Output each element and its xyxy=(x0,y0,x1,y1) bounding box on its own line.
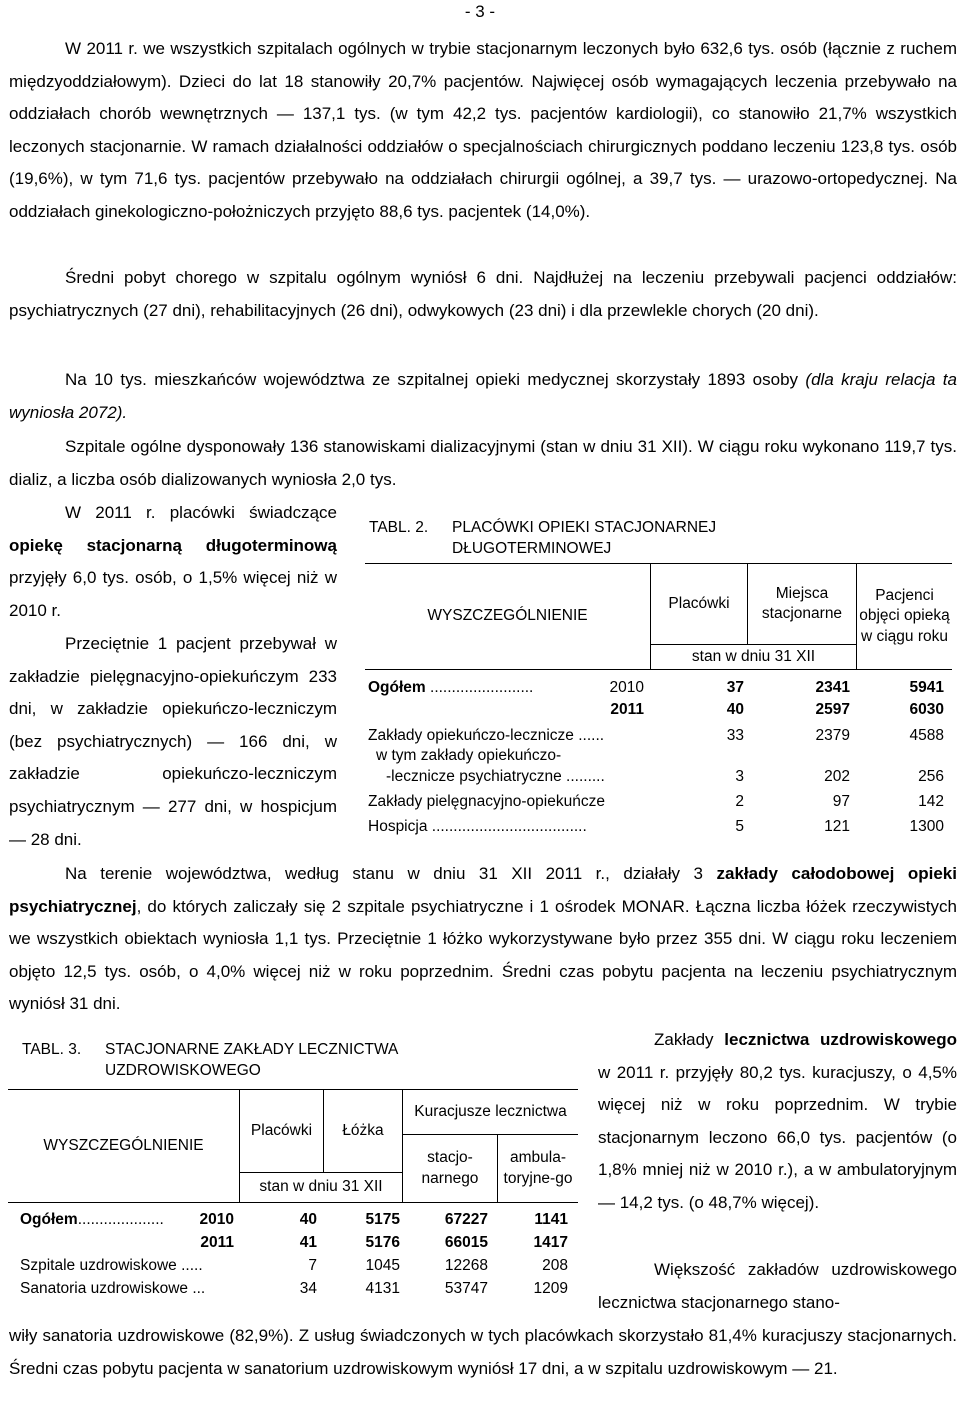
page-number: - 3 - xyxy=(464,2,496,21)
table3-cell: 53747 xyxy=(444,1280,488,1297)
table3-header-lozka: Łóżka xyxy=(323,1089,403,1173)
para8-bold: lecznictwa uzdrowiskowego xyxy=(724,1030,957,1049)
table3-cell: 5175 xyxy=(365,1211,400,1228)
table3-cell: 1417 xyxy=(533,1234,568,1251)
table3-header-ambulatoryjnego: ambula-toryjne-go xyxy=(497,1134,578,1203)
para7-bold: zakłady całodobowej opieki psychiatrycznej xyxy=(9,864,957,916)
table2-cell: 4588 xyxy=(909,727,944,744)
table2-cell: 1300 xyxy=(909,818,944,835)
table2-cell: 97 xyxy=(832,793,850,810)
para3-text: Na 10 tys. mieszkańców województwa ze szpitalnej opieki medycznej skorzystały 1893 osoby xyxy=(65,370,799,389)
table3-title: STACJONARNE ZAKŁADY LECZNICTWA UZDROWISKOWEGO xyxy=(105,1041,398,1079)
para5-bold: opiekę stacjonarną długoterminową xyxy=(9,535,337,555)
paragraph-longterm-care xyxy=(9,497,337,627)
table2-row-label: w tym zakłady opiekuńczo- xyxy=(376,747,562,764)
table2-row-label: Zakłady opiekuńczo-lecznicze ...... xyxy=(368,727,605,744)
para8-text-b: w 2011 r. przyjęły 80,2 tys. kuracjuszy, o 4,5% więcej niż w roku poprzednim. W trybie stacjonarnym leczono 66,0 tys. pacjentów (o 1,8% mniej niż w 2010 r.), a w ambulatoryjnym — 14,2 tys. (o 48,7% więcej). xyxy=(598,1062,957,1212)
table3-cell: 1045 xyxy=(365,1257,400,1274)
table3-row-year: 2010 xyxy=(199,1211,234,1228)
table3-cell: 5176 xyxy=(365,1234,400,1251)
table2-row-label: Zakłady pielęgnacyjno-opiekuńcze xyxy=(368,793,605,810)
table2-label: TABL. 2. xyxy=(369,519,429,536)
para5-text-a: W 2011 r. placówki świadczące xyxy=(65,503,337,522)
table2-cell: 202 xyxy=(824,768,850,785)
table2-header-miejsca: Miejsca stacjonarne xyxy=(747,563,857,645)
paragraph-psychiatric-care xyxy=(9,858,957,1021)
table3-cell: 40 xyxy=(299,1211,317,1228)
table2-header-spec: WYSZCZEGÓLNIENIE xyxy=(365,563,651,670)
table3-cell: 7 xyxy=(308,1257,317,1274)
table3-label: TABL. 3. xyxy=(22,1041,82,1058)
table3-cell: 34 xyxy=(299,1280,317,1297)
para7-text-b: , do których zaliczały się 2 szpitale psychiatryczne i 1 ośrodek MONAR. Łączna liczba łóżek rzeczywistych we wszystkich obiektach wyniosła 1,1 tys. Przeciętnie 1 łóżko wykorzystywane było przez 355 dni. W ciągu roku leczeniem objęto 12,5 tys. osób, o 4,0% więcej niż w roku poprzednim. Średni czas pobytu pacjenta na leczeniu psychiatrycznym wyniósł 31 dni. xyxy=(9,896,957,1014)
table3-cell: 67227 xyxy=(444,1211,488,1228)
table3-header-spec: WYSZCZEGÓLNIENIE xyxy=(8,1089,240,1203)
paragraph-per-10k xyxy=(9,364,957,429)
paragraph-average-stay: Średni pobyt chorego w szpitalu ogólnym wyniósł 6 dni. Najdłużej na leczeniu przebywali pacjenci oddziałów: psychiatrycznych (27 dni), rehabilitacyjnych (26 dni), odwykowych (23 dni) i dla przewlekle chorych (20 dni). xyxy=(9,268,957,320)
paragraph-sanatoria-b: wiły sanatoria uzdrowiskowe (82,9%). Z usług świadczonych w tych placówkach skorzystało 81,4% kuracjuszy stacjonarnych. Średni czas pobytu pacjenta w sanatorium uzdrowiskowym wyniósł 17 dni, a w szpitalu uzdrowiskowym — 21. xyxy=(9,1326,957,1378)
table2-cell: 2379 xyxy=(815,727,850,744)
table2-cell: 5941 xyxy=(909,679,944,696)
table2-cell: 6030 xyxy=(909,701,944,718)
table3-cell: 41 xyxy=(299,1234,317,1251)
table2-cell: 3 xyxy=(735,768,744,785)
table2-header-pacjenci: Pacjenci objęci opieką w ciągu roku xyxy=(856,563,952,670)
para8-text-a: Zakłady xyxy=(654,1030,714,1049)
paragraph-sanatoria-a: Większość zakładów uzdrowiskowego lecznictwa stacjonarnego stano- xyxy=(598,1260,957,1312)
table2-row-year: 2011 xyxy=(610,701,644,718)
table2-row-label: Hospicja .................................... xyxy=(368,818,587,835)
table3-cell: 1141 xyxy=(534,1211,568,1228)
table3-header-kuracjusze: Kuracjusze lecznictwa xyxy=(402,1089,578,1135)
table3-header-stan: stan w dniu 31 XII xyxy=(239,1172,403,1203)
table2-cell: 256 xyxy=(918,768,944,785)
table3-cell: 208 xyxy=(542,1257,568,1274)
table3-cell: 12268 xyxy=(444,1257,488,1274)
table2-cell: 142 xyxy=(918,793,944,810)
table2-row-label: -lecznicze psychiatryczne ......... xyxy=(386,768,605,785)
table2-header-stan: stan w dniu 31 XII xyxy=(650,644,857,670)
table2-cell: 33 xyxy=(726,727,744,744)
table3-row-label: Szpitale uzdrowiskowe ..... xyxy=(20,1257,203,1274)
table3-row-label: Ogółem.................... xyxy=(20,1211,164,1228)
paragraph-hospitals: W 2011 r. we wszystkich szpitalach ogólnych w trybie stacjonarnym leczonych było 632,6 tys. osób (łącznie z ruchem międzyoddziałowym). Dzieci do lat 18 stanowiły 20,7% pacjentów. Najwięcej osób wymagających leczenia przebywało na oddziałach chorób wewnętrznych — 137,1 tys. (w tym 42,2 tys. pacjentów kardiologii), co stanowiło 21,7% wszystkich leczonych stacjonarnie. W ramach działalności oddziałów o specjalnościach chirurgicznych poddano leczeniu 123,8 tys. osób (19,6%), w tym 71,6 tys. pacjentów przebywało na oddziałach chirurgii ogólnej, a 39,7 tys. — urazowo-ortopedycznej. Na oddziałach ginekologiczno-położniczych przyjęto 88,6 tys. pacjentek (14,0%). xyxy=(9,39,957,221)
table2-cell: 2597 xyxy=(815,701,850,718)
paragraph-average-patient-stay: Przeciętnie 1 pacjent przebywał w zakładzie pielęgnacyjno-opiekuńczym 233 dni, w zakładzie opiekuńczo-leczniczym (bez psychiatrycznych) — 166 dni, w zakładzie opiekuńczo-leczniczym psychiatrycznym — 277 dni, w hospicjum — 28 dni. xyxy=(9,634,337,849)
table3-header-stacjonarnego: stacjo-narnego xyxy=(402,1134,498,1203)
table2-cell: 37 xyxy=(726,679,744,696)
table2-row-label: Ogółem ........................ xyxy=(368,679,534,696)
table3-cell: 4131 xyxy=(365,1280,400,1297)
table2-title: PLACÓWKI OPIEKI STACJONARNEJ DŁUGOTERMINOWEJ xyxy=(452,519,717,557)
para5-text-b: przyjęły 6,0 tys. osób, o 1,5% więcej niż w 2010 r. xyxy=(9,568,337,620)
table2-cell: 2341 xyxy=(815,679,850,696)
table2-cell: 121 xyxy=(824,818,850,835)
table2-cell: 2 xyxy=(735,793,744,810)
para7-text-a: Na terenie województwa, według stanu w dniu 31 XII 2011 r., działały 3 xyxy=(65,864,703,883)
table3-cell: 66015 xyxy=(444,1234,488,1251)
table2-header-placowki: Placówki xyxy=(650,563,748,645)
table3-row-label: Sanatoria uzdrowiskowe ... xyxy=(20,1280,206,1297)
table2-row-year: 2010 xyxy=(609,679,644,696)
table3-row-year: 2011 xyxy=(200,1234,234,1251)
table3-header-placowki: Placówki xyxy=(239,1089,324,1173)
paragraph-spa-treatment xyxy=(598,1024,957,1220)
table3-cell: 1209 xyxy=(533,1280,568,1297)
table2-cell: 5 xyxy=(735,818,744,835)
table2-cell: 40 xyxy=(726,701,744,718)
para3-italic: (dla kraju relacja ta wyniosła 2072). xyxy=(9,370,957,422)
paragraph-dialysis: Szpitale ogólne dysponowały 136 stanowiskami dializacyjnymi (stan w dniu 31 XII). W ciągu roku wykonano 119,7 tys. dializ, a liczba osób dializowanych wyniosła 2,0 tys. xyxy=(9,437,957,489)
